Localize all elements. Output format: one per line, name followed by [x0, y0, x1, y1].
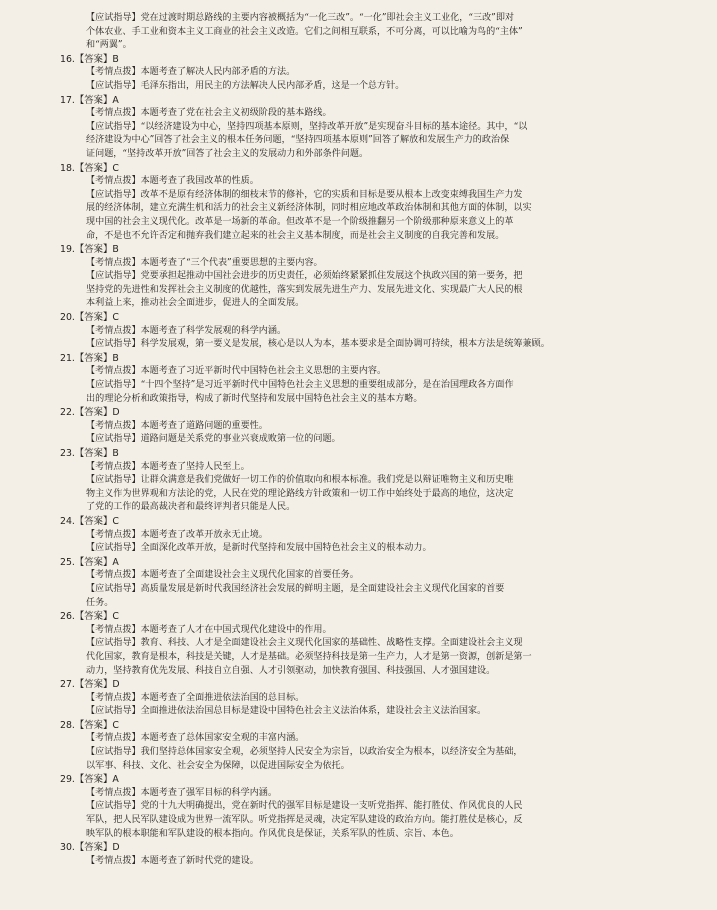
answer-line: 30.【答案】D	[60, 842, 120, 854]
explanation-line: 本利益上来，推动社会全面进步，促进人的全面发展。	[86, 298, 305, 309]
explanation-line: 【应试指导】毛泽东指出，用民主的方法解决人民内部矛盾，这是一个总方针。	[86, 80, 405, 91]
explanation-line: 【应试指导】“十四个坚持”是习近平新时代中国特色社会主义思想的重要组成部分，是在治国理政各方面作	[86, 380, 514, 391]
explanation-line: 【考情点拨】本题考查了科学发展观的科学内涵。	[86, 325, 287, 336]
explanation-line: 【考情点拨】本题考查了坚持人民至上。	[86, 461, 250, 472]
answer-line: 27.【答案】D	[60, 679, 120, 691]
explanation-line: 和“两翼”。	[86, 40, 132, 51]
answer-line: 23.【答案】B	[60, 448, 119, 459]
explanation-line: 【应试指导】党要承担起推动中国社会进步的历史责任，必须始终紧紧抓住发展这个执政兴国的第一要务，把	[86, 271, 523, 282]
explanation-line: 【应试指导】科学发展观，第一要义是发展，核心是以人为本，基本要求是全面协调可持续，根本方法是统筹兼顾。	[86, 339, 550, 350]
explanation-line: 出的理论分析和政策指导，构成了新时代坚持和发展中国特色社会主义的基本方略。	[86, 393, 423, 404]
explanation-line: 【应试指导】我们坚持总体国家安全观，必须坚持人民安全为宗旨，以政治安全为根本，以经济安全为基础，	[86, 747, 523, 758]
answer-explanations	[60, 12, 683, 868]
explanation-line: 【考情点拨】本题考查了道路问题的重要性。	[86, 420, 268, 431]
explanation-line: 【考情点拨】本题考查了新时代党的建设。	[86, 855, 259, 866]
explanation-line: 动力，坚持教育优先发展、科技自立自强、人才引领驱动，加快教育强国、科技强国、人才强国建设。	[86, 665, 496, 676]
explanation-line: 代化国家，教育是根本，科技是关键，人才是基础。必须坚持科技是第一生产力，人才是第一资源，创新是第一	[86, 651, 532, 662]
explanation-line: 【应试指导】全面推进依法治国总目标是建设中国特色社会主义法治体系，建设社会主义法治国家。	[86, 706, 487, 717]
explanation-line: 命，不是也不允许否定和抛弃我们建立起来的社会主义基本制度，而是社会主义制度的自我完善和发展。	[86, 230, 505, 241]
explanation-line: 【应试指导】改革不是原有经济体制的细枝末节的修补，它的实质和目标是要从根本上改变束缚我国生产力发	[86, 189, 523, 200]
explanation-line: 【考情点拨】本题考查了强军目标的科学内涵。	[86, 787, 277, 798]
explanation-line: 物主义作为世界观和方法论的党，人民在党的理论路线方针政策和一切工作中始终处于最高的地位，这决定	[86, 488, 514, 499]
explanation-line: 现中国的社会主义现代化。改革是一场新的革命。但改革不是一个阶级推翻另一个阶级那种原来意义上的革	[86, 216, 514, 227]
answer-line: 18.【答案】C	[60, 162, 119, 174]
explanation-line: 【应试指导】全面深化改革开放，是新时代坚持和发展中国特色社会主义的根本动力。	[86, 543, 432, 554]
answer-line: 29.【答案】A	[60, 774, 119, 786]
explanation-line: 证问题，“坚持改革开放”回答了社会主义的发展动力和外部条件问题。	[86, 148, 369, 159]
explanation-line: 【考情点拨】本题考查了我国改革的性质。	[86, 176, 259, 187]
answer-line: 20.【答案】C	[60, 312, 119, 324]
answer-line: 17.【答案】A	[60, 94, 119, 106]
explanation-line: 【考情点拨】本题考查了人才在中国式现代化建设中的作用。	[86, 624, 332, 635]
explanation-line: 以军事、科技、文化、社会安全为保障，以促进国际安全为依托。	[86, 760, 350, 771]
answer-line: 19.【答案】B	[60, 244, 119, 256]
answer-line: 26.【答案】C	[60, 611, 119, 623]
explanation-line: 经济建设为中心”回答了社会主义的根本任务问题，“坚持四项基本原则”回答了解放和发展生产力的政治保	[86, 135, 510, 146]
answer-line: 25.【答案】A	[60, 556, 119, 568]
explanation-line: 【考情点拨】本题考查了全面推进依法治国的总目标。	[86, 692, 305, 703]
explanation-line: 【考情点拨】本题考查了解决人民内部矛盾的方法。	[86, 67, 296, 78]
answer-line: 22.【答案】D	[60, 407, 120, 419]
answer-line: 24.【答案】C	[60, 515, 119, 527]
answer-line: 21.【答案】B	[60, 352, 119, 364]
explanation-line: 【应试指导】高质量发展是新时代我国经济社会发展的鲜明主题，是全面建设社会主义现代化国家的首要	[86, 583, 505, 594]
explanation-line: 【应试指导】“以经济建设为中心，坚持四项基本原则，坚持改革开放”是实现奋斗目标的基本途径。其中，“以	[86, 121, 528, 132]
explanation-line: 【应试指导】让群众满意是我们党做好一切工作的价值取向和根本标准。我们党是以辩证唯物主义和历史唯	[86, 475, 514, 486]
explanation-line: 个体农业、手工业和资本主义工商业的社会主义改造。它们之间相互联系，不可分离，可以比喻为鸟的“主体”	[86, 26, 523, 37]
explanation-line: 军队，把人民军队建设成为世界一流军队。听党指挥是灵魂，决定军队建设的政治方向。能打胜仗是核心，反	[86, 815, 523, 826]
explanation-line: 【应试指导】教育、科技、人才是全面建设社会主义现代化国家的基础性、战略性支撑。全面建设社会主义现	[86, 638, 523, 649]
explanation-line: 【考情点拨】本题考查了总体国家安全观的丰富内涵。	[86, 733, 305, 744]
explanation-line: 【考情点拨】本题考查了党在社会主义初级阶段的基本路线。	[86, 108, 332, 119]
explanation-line: 展的经济体制，建立充满生机和活力的社会主义新经济体制，同时相应地改革政治体制和其他方面的体制，以实	[86, 203, 532, 214]
explanation-line: 了党的工作的最高裁决者和最终评判者只能是人民。	[86, 502, 296, 513]
explanation-line: 【考情点拨】本题考查了全面建设社会主义现代化国家的首要任务。	[86, 570, 359, 581]
explanation-line: 【应试指导】党的十九大明确提出，党在新时代的强军目标是建设一支听党指挥、能打胜仗、作风优良的人民	[86, 801, 523, 812]
explanation-line: 【应试指导】道路问题是关系党的事业兴衰成败第一位的问题。	[86, 434, 341, 445]
answer-line: 28.【答案】C	[60, 719, 119, 731]
explanation-line: 映军队的根本职能和军队建设的根本指向。作风优良是保证，关系军队的性质、宗旨、本色。	[86, 828, 459, 839]
explanation-line: 【考情点拨】本题考查了习近平新时代中国特色社会主义思想的主要内容。	[86, 366, 387, 377]
explanation-line: 坚持党的先进性和发挥社会主义制度的优越性，落实到发展先进生产力、发展先进文化、实现最广大人民的根	[86, 284, 523, 295]
explanation-line: 【应试指导】党在过渡时期总路线的主要内容被概括为“一化三改”。“一化”即社会主义工业化，“三改”即对	[86, 13, 515, 23]
answer-line: 16.【答案】B	[60, 53, 119, 65]
explanation-line: 任务。	[86, 597, 114, 608]
explanation-line: 【考情点拨】本题考查了改革开放永无止境。	[86, 529, 268, 540]
explanation-line: 【考情点拨】本题考查了“三个代表”重要思想的主要内容。	[86, 257, 323, 268]
